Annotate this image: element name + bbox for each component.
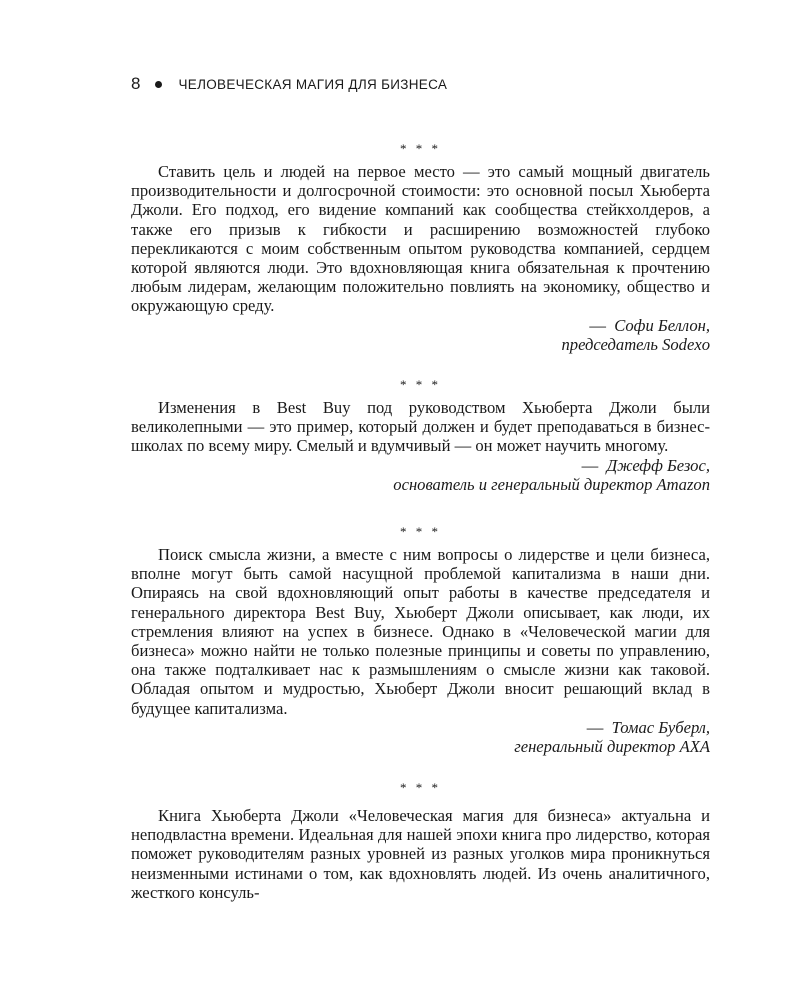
attribution-dash: — bbox=[586, 717, 604, 737]
section-separator: * * * bbox=[400, 141, 441, 156]
attribution-dash: — bbox=[581, 455, 599, 475]
section-separator: * * * bbox=[400, 780, 441, 795]
blurb-text: Изменения в Best Buy под руководством Хьюберта Джоли были великолепными — это пример, который должен и будет преподаваться в бизнес-школах по всему миру. Смелый и вдумчивый — он может научить многому. bbox=[131, 398, 710, 456]
blurb-author bbox=[131, 718, 710, 737]
blurb-text: Ставить цель и людей на первое место — это самый мощный двигатель производительности и долгосрочной стоимости: это основной посыл Хьюберта Джоли. Его подход, его видение компаний как сообщества стейкхолдеров, а также его призыв к гибкости и расширению возможностей глубоко перекликаются с моим собственным опытом руководства компанией, сердцем которой являются люди. Это вдохновляющая книга обязательная к прочтению любым лидерам, желающим положительно повлиять на экономику, общество и окружающую среду. bbox=[131, 162, 710, 316]
author-role: председатель Sodexo bbox=[561, 334, 710, 354]
bullet-icon bbox=[155, 81, 162, 88]
blurb-text: Книга Хьюберта Джоли «Человеческая магия для бизнеса» актуальна и неподвластна времени. Идеальная для нашей эпохи книга про лидерство, которая поможет руководителям разных уровней из разных уголков мира проникнуться неизменными истинами о том, как вдохновлять людей. Из очень аналитичного, жесткого консуль- bbox=[131, 806, 710, 902]
author-role: основатель и генеральный директор Amazon bbox=[393, 474, 710, 494]
running-header bbox=[131, 74, 447, 94]
section-separator: * * * bbox=[400, 377, 441, 392]
blurb-text: Поиск смысла жизни, а вместе с ним вопросы о лидерстве и цели бизнеса, вполне могут быть самой насущной проблемой капитализма в наши дни. Опираясь на свой вдохновляющий опыт работы в качестве председателя и генерального директора Best Buy, Хьюберт Джоли описывает, как люди, их стремления влияют на успех в бизнесе. Однако в «Человеческой магии для бизнеса» можно найти не только полезные принципы и советы по управлению, она также подталкивает нас к размышлениям о смысле жизни как таковой. Обладая опытом и мудростью, Хьюберт Джоли вносит решающий вклад в будущее капитализма. bbox=[131, 545, 710, 718]
section-separator: * * * bbox=[400, 524, 441, 539]
author-name: Софи Беллон, bbox=[614, 315, 710, 335]
author-name: Джефф Безос, bbox=[606, 455, 710, 475]
blurb-author bbox=[131, 316, 710, 335]
blurb-4 bbox=[131, 781, 710, 902]
attribution-dash: — bbox=[589, 315, 606, 335]
page-number: 8 bbox=[131, 74, 141, 93]
blurb-3 bbox=[131, 525, 710, 756]
running-title: ЧЕЛОВЕЧЕСКАЯ МАГИЯ ДЛЯ БИЗНЕСА bbox=[178, 76, 448, 92]
blurb-author bbox=[131, 456, 710, 475]
blurb-1 bbox=[131, 142, 710, 354]
author-name: Томас Буберл, bbox=[611, 717, 710, 737]
blurb-2 bbox=[131, 378, 710, 494]
author-role: генеральный директор AXA bbox=[514, 737, 710, 757]
